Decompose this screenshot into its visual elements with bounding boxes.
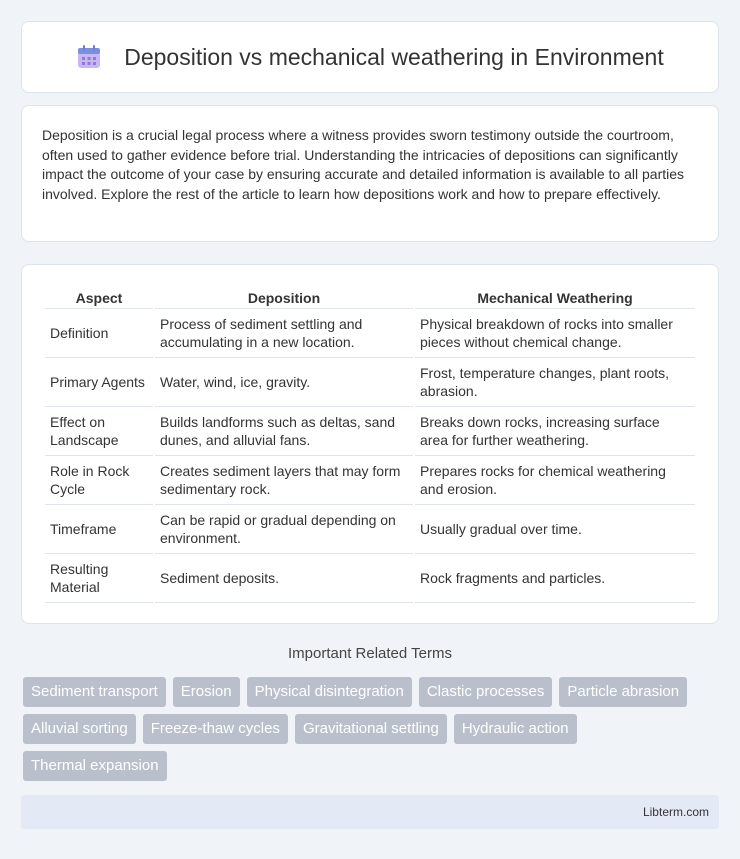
- intro-text: Deposition is a crucial legal process where a witness provides sworn testimony outside the courtroom, often used to gather evidence before trial. Understanding the intricacies of depositions can significantly impact the outcome of your case by ensuring accurate and detailed information is available to all parties involved. Explore the rest of the article to learn how depositions work and how to prepare effectively.: [42, 127, 685, 202]
- table-cell-deposition: Water, wind, ice, gravity.: [155, 358, 413, 407]
- header-card: [21, 21, 719, 93]
- table-cell-mechanical: Prepares rocks for chemical weathering and erosion.: [415, 456, 695, 505]
- tag-sediment-transport[interactable]: Sediment transport: [23, 677, 166, 707]
- tag-erosion[interactable]: Erosion: [173, 677, 240, 707]
- tag-thermal-expansion[interactable]: Thermal expansion: [23, 751, 167, 781]
- table-row: [45, 554, 695, 603]
- table-row: [45, 456, 695, 505]
- table-cell-deposition: Creates sediment layers that may form sedimentary rock.: [155, 456, 413, 505]
- table-cell-deposition: Process of sediment settling and accumulating in a new location.: [155, 309, 413, 358]
- intro-card: [21, 105, 719, 242]
- tag-gravitational-settling[interactable]: Gravitational settling: [295, 714, 447, 744]
- tag-physical-disintegration[interactable]: Physical disintegration: [247, 677, 412, 707]
- calendar-icon: [76, 44, 102, 70]
- table-row: [45, 358, 695, 407]
- table-row: [45, 505, 695, 554]
- table-cell-mechanical: Rock fragments and particles.: [415, 554, 695, 603]
- table-row: [45, 407, 695, 456]
- page-title: Deposition vs mechanical weathering in Environment: [124, 43, 664, 70]
- table-cell-mechanical: Usually gradual over time.: [415, 505, 695, 554]
- table-cell-aspect: Definition: [45, 309, 153, 358]
- table-cell-aspect: Timeframe: [45, 505, 153, 554]
- tag-alluvial-sorting[interactable]: Alluvial sorting: [23, 714, 136, 744]
- tag-hydraulic-action[interactable]: Hydraulic action: [454, 714, 577, 744]
- table-cell-deposition: Sediment deposits.: [155, 554, 413, 603]
- table-header-row: [45, 287, 695, 309]
- table-cell-aspect: Effect on Landscape: [45, 407, 153, 456]
- comparison-table-card: [21, 264, 719, 624]
- comparison-table: [43, 287, 697, 603]
- table-cell-mechanical: Physical breakdown of rocks into smaller pieces without chemical change.: [415, 309, 695, 358]
- column-header-aspect: Aspect: [45, 287, 153, 309]
- table-cell-mechanical: Frost, temperature changes, plant roots, abrasion.: [415, 358, 695, 407]
- table-cell-aspect: Primary Agents: [45, 358, 153, 407]
- column-header-mechanical-weathering: Mechanical Weathering: [415, 287, 695, 309]
- table-row: [45, 309, 695, 358]
- related-terms-title: Important Related Terms: [288, 645, 452, 662]
- footer-site-link[interactable]: Libterm.com: [642, 805, 709, 819]
- footer: [21, 795, 719, 829]
- column-header-deposition: Deposition: [155, 287, 413, 309]
- related-terms-tags: [23, 677, 719, 781]
- table-cell-aspect: Resulting Material: [45, 554, 153, 603]
- tag-particle-abrasion[interactable]: Particle abrasion: [559, 677, 687, 707]
- tag-clastic-processes[interactable]: Clastic processes: [419, 677, 553, 707]
- title-wrap: [76, 44, 664, 71]
- table-cell-deposition: Can be rapid or gradual depending on environment.: [155, 505, 413, 554]
- table-cell-deposition: Builds landforms such as deltas, sand dunes, and alluvial fans.: [155, 407, 413, 456]
- tag-freeze-thaw-cycles[interactable]: Freeze-thaw cycles: [143, 714, 288, 744]
- table-cell-aspect: Role in Rock Cycle: [45, 456, 153, 505]
- table-cell-mechanical: Breaks down rocks, increasing surface area for further weathering.: [415, 407, 695, 456]
